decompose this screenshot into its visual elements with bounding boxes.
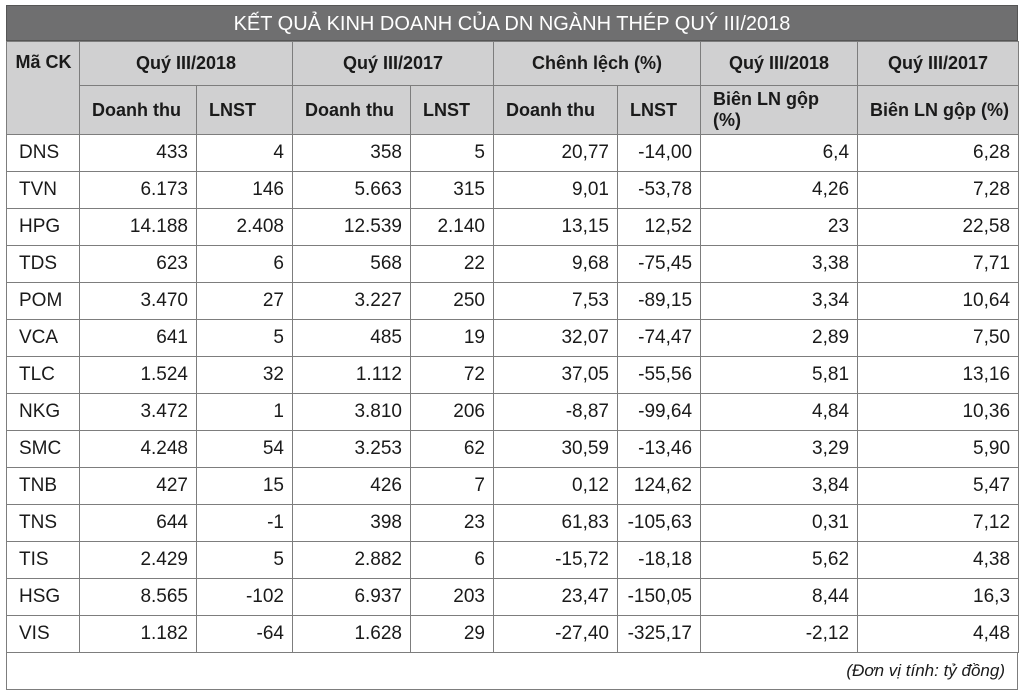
table-row xyxy=(7,579,1019,616)
cell-margin-2018: 5,62 xyxy=(701,542,858,579)
table-body xyxy=(7,135,1019,653)
cell-revenue-2018: 644 xyxy=(80,505,197,542)
cell-profit-diff: -53,78 xyxy=(618,172,701,209)
table-row xyxy=(7,283,1019,320)
cell-profit-diff: -89,15 xyxy=(618,283,701,320)
cell-profit-diff: -55,56 xyxy=(618,357,701,394)
cell-profit-2017: 6 xyxy=(411,542,494,579)
cell-revenue-diff: -15,72 xyxy=(494,542,618,579)
cell-revenue-diff: 7,53 xyxy=(494,283,618,320)
table-row xyxy=(7,172,1019,209)
cell-profit-2018: -64 xyxy=(197,616,293,653)
cell-profit-2018: 1 xyxy=(197,394,293,431)
cell-profit-2018: -1 xyxy=(197,505,293,542)
subheader-revenue-2017: Doanh thu xyxy=(293,86,411,135)
cell-margin-2017: 4,48 xyxy=(858,616,1019,653)
cell-revenue-diff: 32,07 xyxy=(494,320,618,357)
cell-stock-code: VCA xyxy=(7,320,80,357)
header-margin-2018: Quý III/2018 xyxy=(701,42,858,86)
cell-revenue-diff: 61,83 xyxy=(494,505,618,542)
cell-stock-code: DNS xyxy=(7,135,80,172)
cell-profit-2017: 206 xyxy=(411,394,494,431)
cell-margin-2017: 7,28 xyxy=(858,172,1019,209)
cell-stock-code: HSG xyxy=(7,579,80,616)
cell-profit-2018: 4 xyxy=(197,135,293,172)
cell-profit-2017: 22 xyxy=(411,246,494,283)
cell-stock-code: HPG xyxy=(7,209,80,246)
header-margin-2017: Quý III/2017 xyxy=(858,42,1019,86)
cell-margin-2018: 0,31 xyxy=(701,505,858,542)
cell-margin-2018: 3,29 xyxy=(701,431,858,468)
header-diff: Chênh lệch (%) xyxy=(494,42,701,86)
cell-margin-2017: 4,38 xyxy=(858,542,1019,579)
cell-profit-2018: 5 xyxy=(197,320,293,357)
cell-stock-code: TNB xyxy=(7,468,80,505)
unit-note: (Đơn vị tính: tỷ đồng) xyxy=(6,653,1018,690)
cell-margin-2017: 16,3 xyxy=(858,579,1019,616)
cell-profit-2018: 146 xyxy=(197,172,293,209)
cell-revenue-2018: 641 xyxy=(80,320,197,357)
subheader-revenue-diff: Doanh thu xyxy=(494,86,618,135)
cell-stock-code: SMC xyxy=(7,431,80,468)
table-row xyxy=(7,246,1019,283)
cell-profit-2018: -102 xyxy=(197,579,293,616)
cell-revenue-2018: 433 xyxy=(80,135,197,172)
cell-revenue-2018: 2.429 xyxy=(80,542,197,579)
cell-revenue-2018: 3.470 xyxy=(80,283,197,320)
header-code: Mã CK xyxy=(7,42,80,135)
cell-stock-code: TIS xyxy=(7,542,80,579)
cell-profit-diff: -150,05 xyxy=(618,579,701,616)
cell-profit-2018: 5 xyxy=(197,542,293,579)
cell-profit-diff: -74,47 xyxy=(618,320,701,357)
cell-stock-code: NKG xyxy=(7,394,80,431)
cell-profit-2017: 2.140 xyxy=(411,209,494,246)
cell-margin-2018: 3,38 xyxy=(701,246,858,283)
cell-profit-2017: 23 xyxy=(411,505,494,542)
cell-margin-2018: 3,84 xyxy=(701,468,858,505)
cell-revenue-2017: 3.227 xyxy=(293,283,411,320)
table-row xyxy=(7,394,1019,431)
table-row xyxy=(7,135,1019,172)
cell-revenue-2018: 1.182 xyxy=(80,616,197,653)
subheader-revenue-2018: Doanh thu xyxy=(80,86,197,135)
cell-profit-diff: -18,18 xyxy=(618,542,701,579)
cell-revenue-diff: 9,01 xyxy=(494,172,618,209)
table-row xyxy=(7,468,1019,505)
cell-margin-2018: 8,44 xyxy=(701,579,858,616)
cell-profit-2017: 203 xyxy=(411,579,494,616)
table-row xyxy=(7,542,1019,579)
subheader-margin-2017: Biên LN gộp (%) xyxy=(858,86,1019,135)
cell-stock-code: POM xyxy=(7,283,80,320)
cell-revenue-2018: 14.188 xyxy=(80,209,197,246)
cell-revenue-diff: 37,05 xyxy=(494,357,618,394)
cell-margin-2018: 4,84 xyxy=(701,394,858,431)
cell-margin-2017: 22,58 xyxy=(858,209,1019,246)
cell-revenue-2018: 427 xyxy=(80,468,197,505)
cell-revenue-2017: 426 xyxy=(293,468,411,505)
cell-margin-2017: 5,90 xyxy=(858,431,1019,468)
table-row xyxy=(7,616,1019,653)
steel-results-table xyxy=(6,41,1019,653)
table-title: KẾT QUẢ KINH DOANH CỦA DN NGÀNH THÉP QUÝ III/2018 xyxy=(6,5,1018,41)
cell-revenue-2017: 12.539 xyxy=(293,209,411,246)
cell-stock-code: TDS xyxy=(7,246,80,283)
table-row xyxy=(7,505,1019,542)
cell-revenue-diff: 20,77 xyxy=(494,135,618,172)
cell-revenue-2017: 358 xyxy=(293,135,411,172)
cell-margin-2017: 6,28 xyxy=(858,135,1019,172)
cell-stock-code: TLC xyxy=(7,357,80,394)
table-row xyxy=(7,431,1019,468)
cell-margin-2018: 23 xyxy=(701,209,858,246)
cell-revenue-2018: 3.472 xyxy=(80,394,197,431)
cell-profit-diff: 124,62 xyxy=(618,468,701,505)
cell-revenue-2017: 568 xyxy=(293,246,411,283)
cell-stock-code: TNS xyxy=(7,505,80,542)
cell-revenue-2017: 1.112 xyxy=(293,357,411,394)
subheader-profit-diff: LNST xyxy=(618,86,701,135)
cell-profit-2018: 2.408 xyxy=(197,209,293,246)
table-row xyxy=(7,357,1019,394)
header-q3-2017: Quý III/2017 xyxy=(293,42,494,86)
cell-stock-code: VIS xyxy=(7,616,80,653)
cell-profit-2017: 62 xyxy=(411,431,494,468)
cell-margin-2017: 13,16 xyxy=(858,357,1019,394)
cell-margin-2017: 7,50 xyxy=(858,320,1019,357)
cell-profit-diff: -13,46 xyxy=(618,431,701,468)
cell-profit-diff: -325,17 xyxy=(618,616,701,653)
header-q3-2018: Quý III/2018 xyxy=(80,42,293,86)
cell-revenue-diff: 9,68 xyxy=(494,246,618,283)
cell-margin-2017: 5,47 xyxy=(858,468,1019,505)
cell-revenue-2018: 1.524 xyxy=(80,357,197,394)
cell-margin-2017: 10,36 xyxy=(858,394,1019,431)
cell-margin-2017: 10,64 xyxy=(858,283,1019,320)
cell-revenue-diff: -8,87 xyxy=(494,394,618,431)
cell-revenue-2017: 1.628 xyxy=(293,616,411,653)
cell-revenue-2017: 398 xyxy=(293,505,411,542)
cell-profit-diff: -14,00 xyxy=(618,135,701,172)
cell-revenue-2017: 5.663 xyxy=(293,172,411,209)
cell-margin-2017: 7,12 xyxy=(858,505,1019,542)
cell-profit-diff: -99,64 xyxy=(618,394,701,431)
cell-profit-2017: 5 xyxy=(411,135,494,172)
subheader-profit-2018: LNST xyxy=(197,86,293,135)
cell-revenue-diff: 13,15 xyxy=(494,209,618,246)
cell-revenue-2017: 3.253 xyxy=(293,431,411,468)
cell-profit-2018: 32 xyxy=(197,357,293,394)
cell-revenue-2017: 485 xyxy=(293,320,411,357)
cell-margin-2018: -2,12 xyxy=(701,616,858,653)
subheader-margin-2018: Biên LN gộp (%) xyxy=(701,86,858,135)
cell-revenue-2017: 2.882 xyxy=(293,542,411,579)
subheader-profit-2017: LNST xyxy=(411,86,494,135)
cell-revenue-2017: 6.937 xyxy=(293,579,411,616)
cell-margin-2018: 2,89 xyxy=(701,320,858,357)
cell-profit-diff: -75,45 xyxy=(618,246,701,283)
cell-revenue-2018: 6.173 xyxy=(80,172,197,209)
cell-profit-2017: 72 xyxy=(411,357,494,394)
table-row xyxy=(7,320,1019,357)
cell-profit-2017: 19 xyxy=(411,320,494,357)
cell-revenue-2017: 3.810 xyxy=(293,394,411,431)
cell-revenue-diff: 30,59 xyxy=(494,431,618,468)
cell-profit-2017: 29 xyxy=(411,616,494,653)
cell-revenue-diff: -27,40 xyxy=(494,616,618,653)
table-row xyxy=(7,209,1019,246)
cell-profit-2017: 7 xyxy=(411,468,494,505)
cell-margin-2018: 4,26 xyxy=(701,172,858,209)
cell-margin-2018: 6,4 xyxy=(701,135,858,172)
cell-revenue-2018: 8.565 xyxy=(80,579,197,616)
cell-margin-2018: 3,34 xyxy=(701,283,858,320)
cell-profit-2017: 250 xyxy=(411,283,494,320)
cell-profit-2017: 315 xyxy=(411,172,494,209)
cell-profit-2018: 6 xyxy=(197,246,293,283)
cell-stock-code: TVN xyxy=(7,172,80,209)
cell-revenue-2018: 4.248 xyxy=(80,431,197,468)
cell-margin-2018: 5,81 xyxy=(701,357,858,394)
cell-revenue-diff: 0,12 xyxy=(494,468,618,505)
cell-profit-diff: -105,63 xyxy=(618,505,701,542)
results-table-container xyxy=(6,5,1018,690)
cell-profit-2018: 27 xyxy=(197,283,293,320)
cell-profit-2018: 15 xyxy=(197,468,293,505)
cell-profit-2018: 54 xyxy=(197,431,293,468)
cell-margin-2017: 7,71 xyxy=(858,246,1019,283)
cell-profit-diff: 12,52 xyxy=(618,209,701,246)
cell-revenue-diff: 23,47 xyxy=(494,579,618,616)
cell-revenue-2018: 623 xyxy=(80,246,197,283)
